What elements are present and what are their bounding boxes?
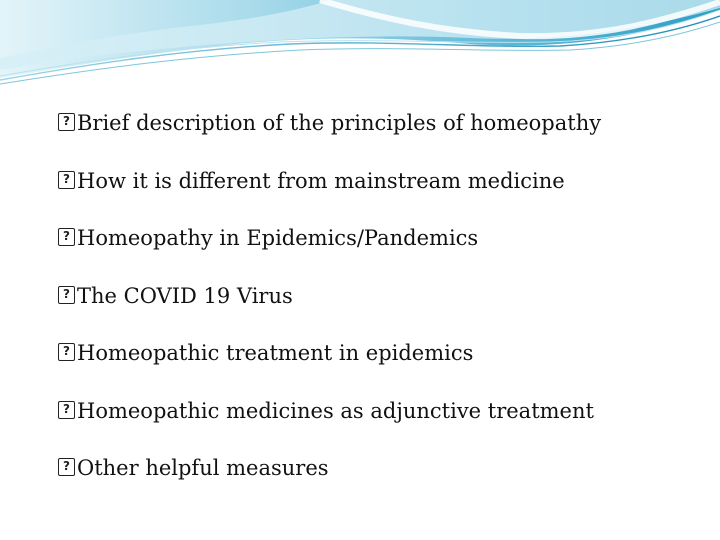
bullet-glyph-icon — [58, 228, 75, 246]
bullet-item — [58, 222, 708, 280]
bullet-text: Homeopathic treatment in epidemics — [77, 341, 474, 365]
bullet-text: Homeopathic medicines as adjunctive treatment — [77, 398, 594, 423]
bullet-text: Other helpful measures — [77, 456, 329, 480]
bullet-glyph-icon — [58, 401, 75, 419]
bullet-glyph-icon — [58, 343, 75, 361]
bullet-item — [58, 165, 708, 223]
bullet-text: The COVID 19 Virus — [77, 283, 293, 308]
bullet-glyph-icon — [58, 458, 75, 476]
bullet-glyph-icon — [58, 113, 75, 131]
bullet-item — [58, 452, 708, 510]
bullet-text: Homeopathy in Epidemics/Pandemics — [77, 226, 479, 250]
bullet-list — [58, 107, 708, 510]
bullet-glyph-icon — [58, 286, 75, 304]
bullet-text: Brief description of the principles of homeopathy — [77, 111, 602, 135]
bullet-glyph-icon — [58, 171, 75, 189]
bullet-text: How it is different from mainstream medicine — [77, 168, 565, 193]
bullet-item — [58, 107, 708, 165]
bullet-item — [58, 337, 708, 395]
bullet-item — [58, 280, 708, 338]
bullet-item — [58, 395, 708, 453]
header-wave-decoration — [0, 0, 720, 90]
